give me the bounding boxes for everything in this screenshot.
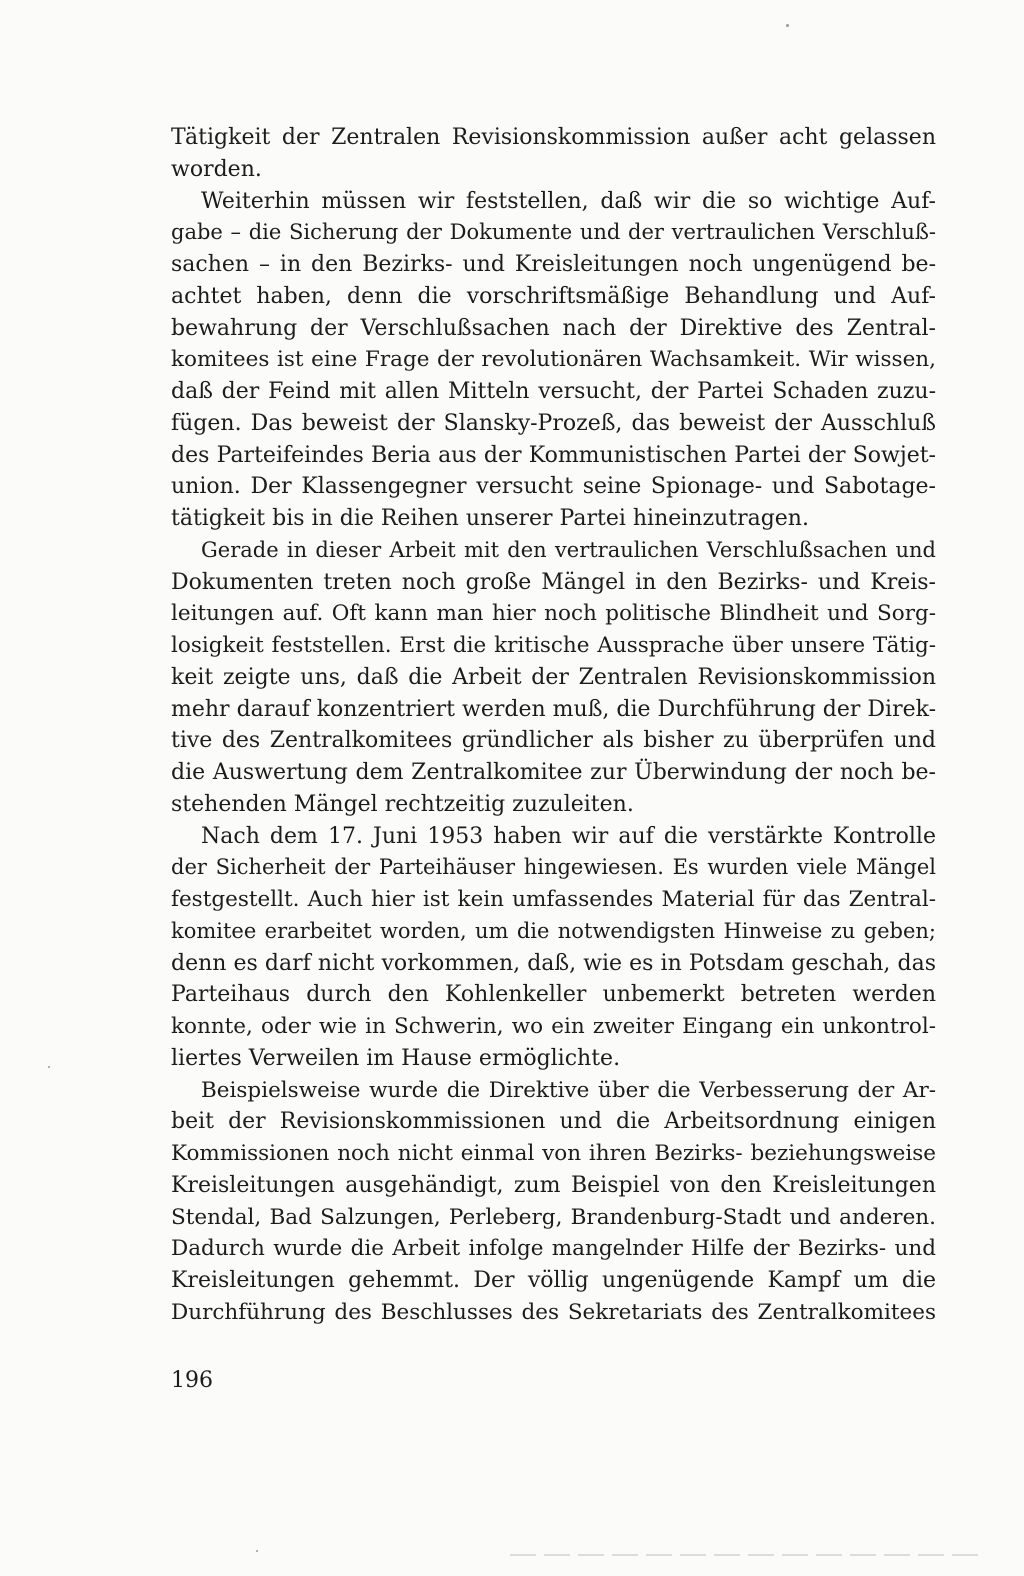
- scan-edge-marks: [510, 1554, 980, 1556]
- text-line: tätigkeit bis in die Reihen unserer Partei hineinzutragen.: [171, 506, 809, 531]
- text-line: Kommissionen noch nicht einmal von ihren Bezirks- beziehungsweise: [171, 1141, 936, 1166]
- text-line: losigkeit feststellen. Erst die kritische Aussprache über unsere Tätig-: [171, 633, 936, 658]
- text-line: Nach dem 17. Juni 1953 haben wir auf die verstärkte Kontrolle: [201, 823, 936, 849]
- text-line: Kreisleitungen ausgehändigt, zum Beispiel von den Kreisleitungen: [171, 1172, 936, 1198]
- text-line: leitungen auf. Oft kann man hier noch politische Blindheit und Sorg-: [171, 601, 936, 627]
- text-line: tive des Zentralkomitees gründlicher als bisher zu überprüfen und: [171, 728, 936, 754]
- text-line: sachen – in den Bezirks- und Kreisleitungen noch ungenügend be-: [171, 252, 936, 277]
- scan-speck: [48, 1066, 50, 1068]
- scan-speck: [256, 1550, 258, 1552]
- text-line: Durchführung des Beschlusses des Sekretariats des Zentralkomitees: [171, 1299, 936, 1325]
- text-line: achtet haben, denn die vorschriftsmäßige Behandlung und Auf-: [171, 283, 936, 309]
- text-line: Parteihaus durch den Kohlenkeller unbemerkt betreten werden: [171, 982, 936, 1008]
- text-line: liertes Verweilen im Hause ermöglichte.: [171, 1045, 621, 1071]
- text-line: beit der Revisionskommissionen und die Arbeitsordnung einigen: [171, 1109, 936, 1135]
- text-line: festgestellt. Auch hier ist kein umfassendes Material für das Zentral-: [171, 887, 936, 912]
- text-line: mehr darauf konzentriert werden muß, die Durchführung der Direk-: [171, 696, 936, 722]
- text-line: Stendal, Bad Salzungen, Perleberg, Brandenburg-Stadt und anderen.: [171, 1204, 936, 1230]
- text-line: gabe – die Sicherung der Dokumente und der vertraulichen Verschluß-: [171, 220, 936, 245]
- text-line: der Sicherheit der Parteihäuser hingewiesen. Es wurden viele Mängel: [171, 855, 936, 880]
- text-line: des Parteifeindes Beria aus der Kommunistischen Partei der Sowjet-: [171, 442, 936, 468]
- text-line: fügen. Das beweist der Slansky-Prozeß, das beweist der Ausschluß: [171, 410, 936, 436]
- text-line: Weiterhin müssen wir feststellen, daß wir die so wichtige Auf-: [201, 188, 936, 214]
- text-line: worden.: [171, 156, 262, 182]
- text-line: keit zeigte uns, daß die Arbeit der Zentralen Revisionskommission: [171, 664, 936, 690]
- text-line: bewahrung der Verschlußsachen nach der Direktive des Zentral-: [171, 315, 936, 341]
- text-line: komitee erarbeitet worden, um die notwendigsten Hinweise zu geben;: [171, 918, 936, 943]
- text-line: konnte, oder wie in Schwerin, wo ein zweiter Eingang ein unkontrol-: [171, 1014, 936, 1039]
- text-line: Tätigkeit der Zentralen Revisionskommission außer acht gelassen: [171, 125, 936, 150]
- scan-speck: [786, 24, 789, 27]
- text-line: die Auswertung dem Zentralkomitee zur Überwindung der noch be-: [171, 760, 936, 785]
- text-line: denn es darf nicht vorkommen, daß, wie es in Potsdam geschah, das: [171, 950, 936, 976]
- text-line: daß der Feind mit allen Mitteln versucht, der Partei Schaden zuzu-: [171, 379, 936, 404]
- text-line: union. Der Klassengegner versucht seine Spionage- und Sabotage-: [171, 474, 936, 500]
- text-line: komitees ist eine Frage der revolutionären Wachsamkeit. Wir wissen,: [171, 347, 936, 373]
- text-line: Gerade in dieser Arbeit mit den vertraulichen Verschlußsachen und: [201, 537, 936, 562]
- page-number: 196: [171, 1368, 213, 1393]
- text-line: Dadurch wurde die Arbeit infolge mangelnder Hilfe der Bezirks- und: [171, 1236, 936, 1262]
- text-line: stehenden Mängel rechtzeitig zuzuleiten.: [171, 791, 634, 817]
- text-line: Beispielsweise wurde die Direktive über die Verbesserung der Ar-: [201, 1077, 936, 1103]
- text-line: Dokumenten treten noch große Mängel in den Bezirks- und Kreis-: [171, 569, 936, 595]
- text-line: Kreisleitungen gehemmt. Der völlig ungenügende Kampf um die: [171, 1268, 936, 1293]
- body-text: [171, 122, 936, 1329]
